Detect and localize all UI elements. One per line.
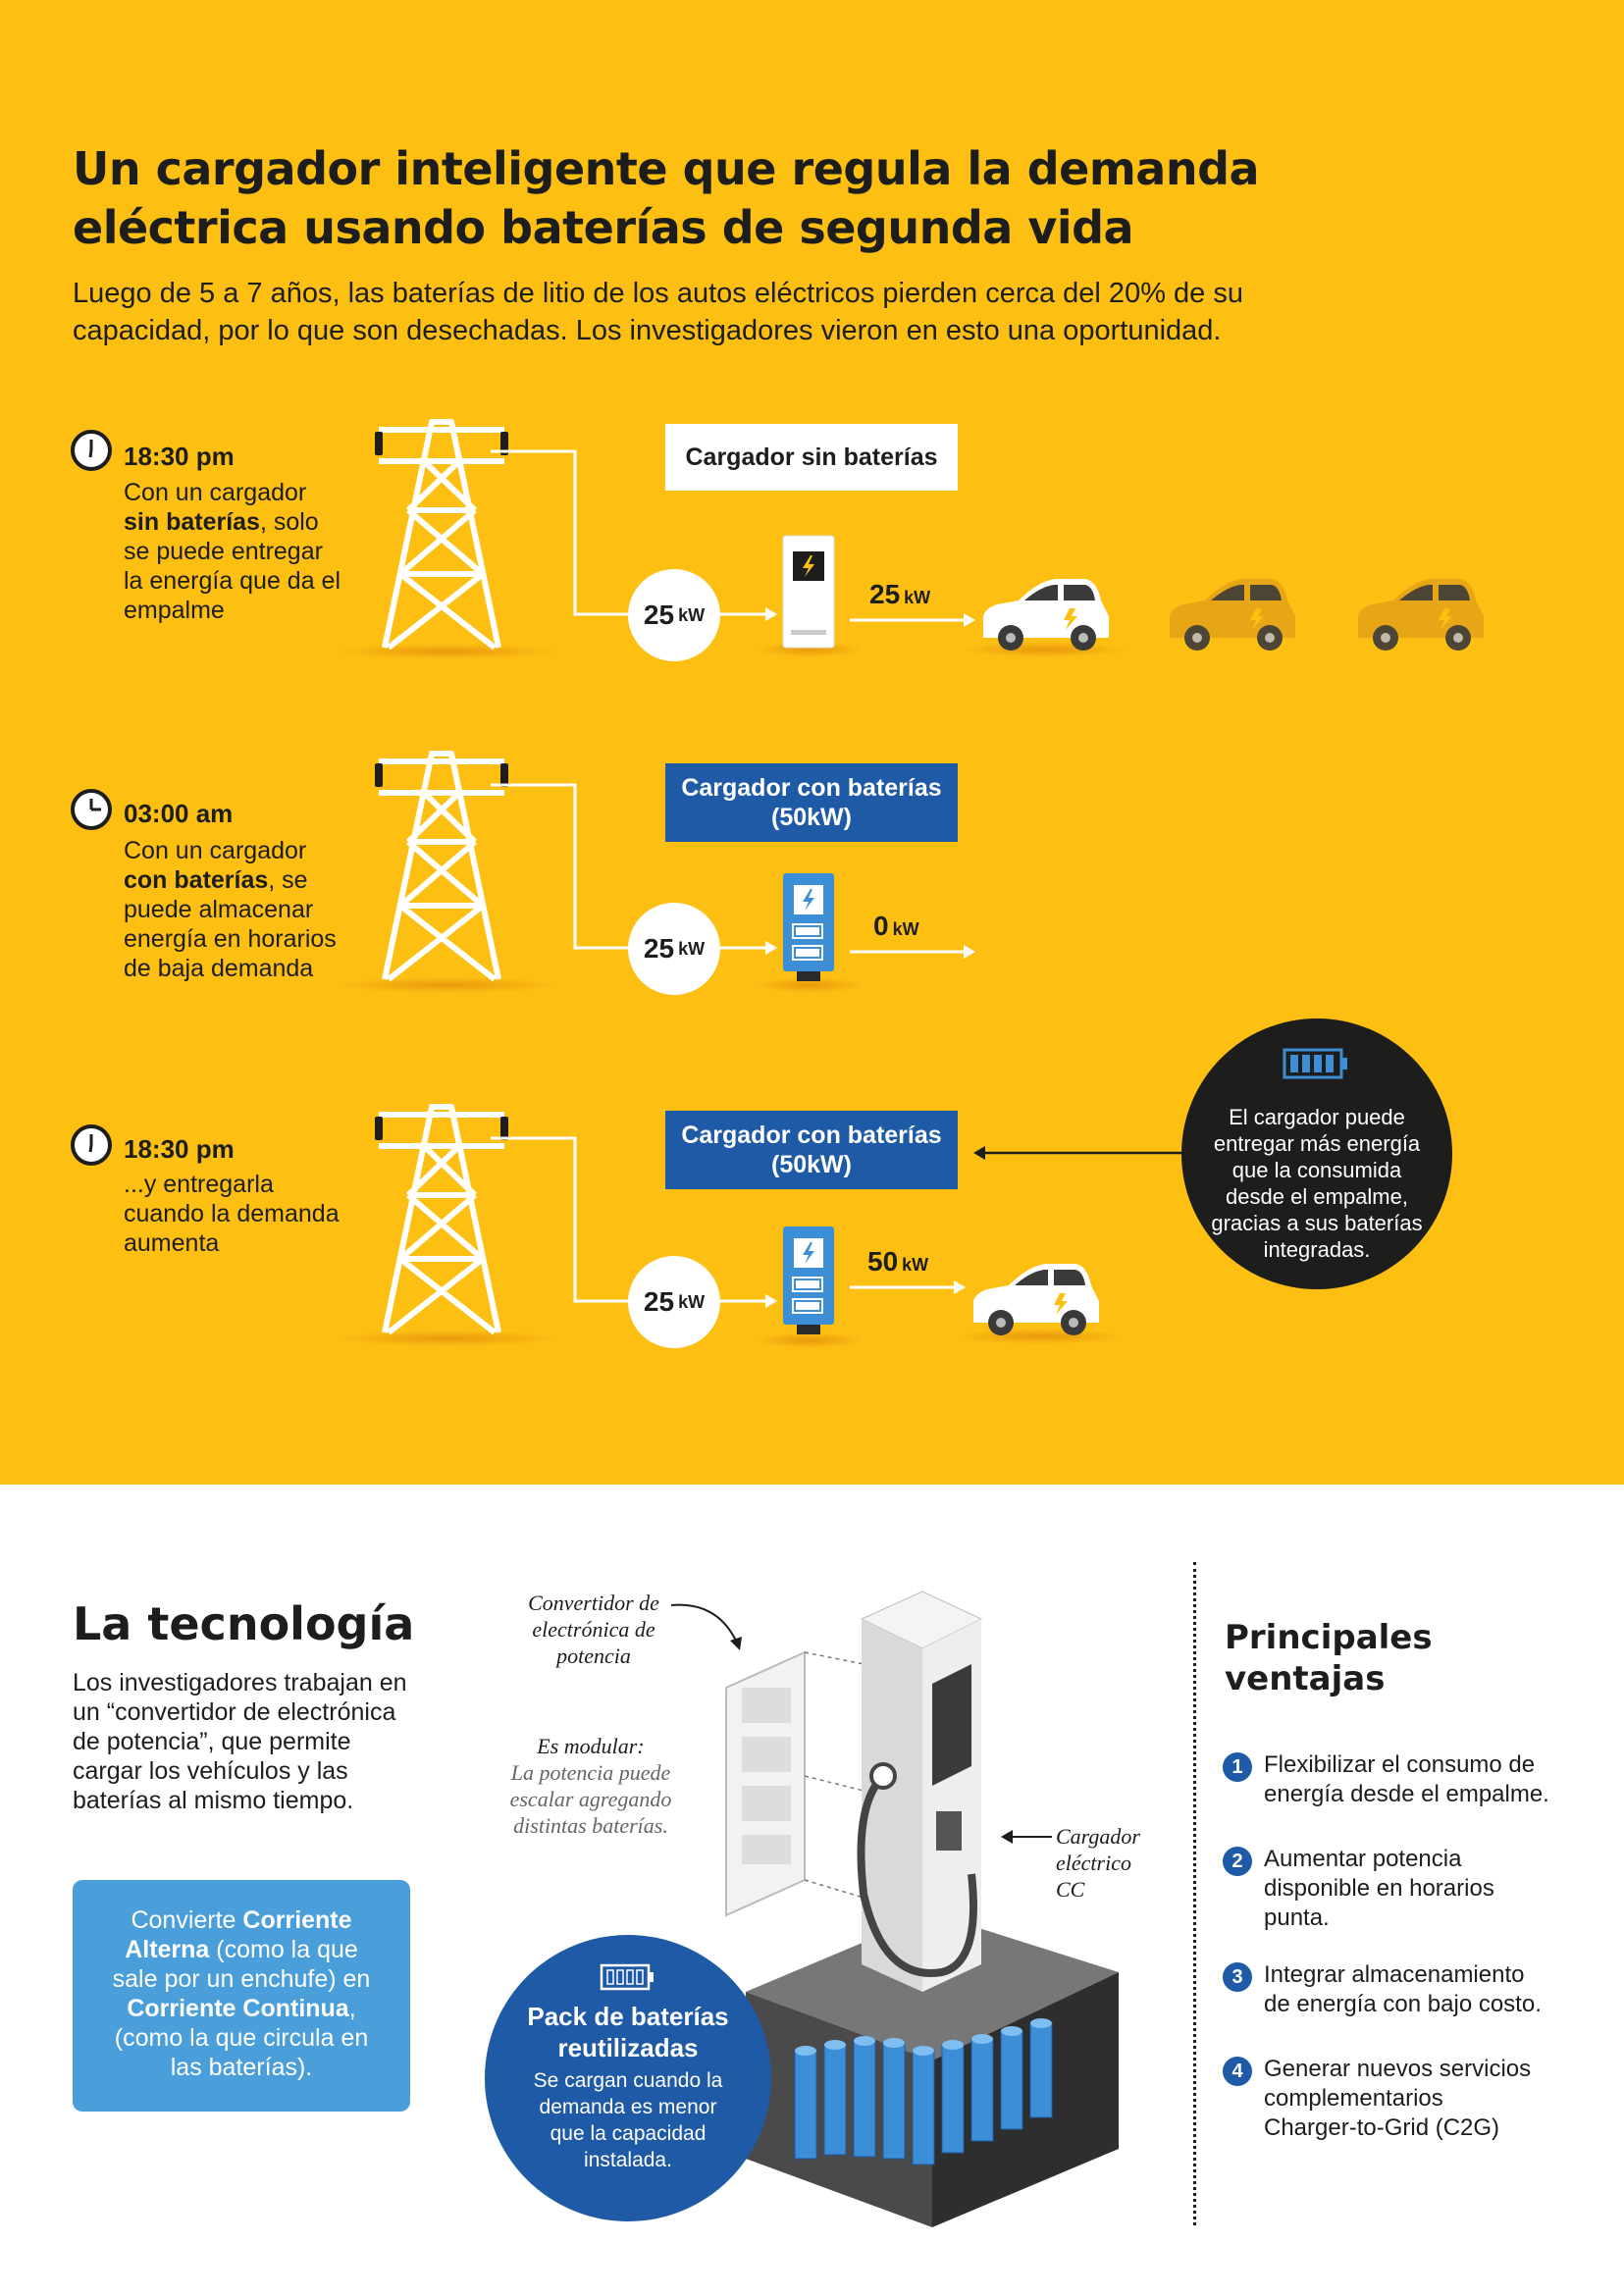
dc-charger-label: Cargador eléctrico CC <box>1056 1824 1140 1902</box>
output-arrow <box>850 1278 968 1297</box>
clock-icon <box>71 789 112 830</box>
page-title: Un cargador inteligente que regula la demanda eléctrica usando baterías de segunda vida <box>73 142 1260 254</box>
output-arrow <box>850 942 977 962</box>
arrow-icon <box>971 1142 1181 1164</box>
charger-label: Cargador con baterías (50kW) <box>665 1111 958 1189</box>
transmission-tower-icon <box>375 402 508 652</box>
advantage-number: 1 <box>1223 1752 1252 1782</box>
row2-clock <box>71 789 112 830</box>
output-kw-label: 50 kW <box>867 1246 929 1277</box>
conversion-box: Convierte Corriente Alterna (como la que sale por un enchufe) en Corriente Continua, (como la que circula en las baterías). <box>73 1880 410 2112</box>
arrow-icon <box>667 1597 746 1656</box>
row3-description: ...y entregarla cuando la demanda aumenta <box>124 1171 340 1257</box>
battery-callout: El cargador puede entregar más energía que la consumida desde el empalme, gracias a sus baterías integradas. <box>1181 1018 1452 1289</box>
transmission-tower-icon <box>375 1087 508 1336</box>
row2-time: 03:00 am <box>124 799 234 828</box>
battery-icon <box>600 1962 656 1992</box>
input-kw-badge: 25 kW <box>628 903 720 995</box>
row1-description: Con un cargador sin baterías, solo se puede entregar la energía que da el empalme <box>124 479 341 624</box>
advantage-item: Flexibilizar el consumo de energía desde el empalme. <box>1264 1751 1549 1807</box>
transmission-tower-icon <box>375 734 508 983</box>
arrow-icon <box>999 1827 1054 1847</box>
row1-clock <box>71 430 112 471</box>
advantages-title: Principales ventajas <box>1225 1618 1433 1698</box>
advantage-number: 4 <box>1223 2057 1252 2086</box>
row3-clock <box>71 1124 112 1166</box>
car-icon <box>1350 573 1492 653</box>
clock-icon <box>71 430 112 471</box>
tech-description: Los investigadores trabajan en un “convertidor de electrónica de potencia”, que permite cargar los vehículos y las baterías al mismo tiempo. <box>73 1669 407 1814</box>
row1-time: 18:30 pm <box>124 442 235 471</box>
output-arrow <box>850 610 977 630</box>
advantage-item: Aumentar potencia disponible en horarios punta. <box>1264 1846 1494 1931</box>
car-icon <box>1162 573 1303 653</box>
charger-icon <box>781 534 836 650</box>
charger-icon <box>781 871 836 983</box>
advantage-number: 2 <box>1223 1847 1252 1876</box>
charger-icon <box>781 1225 836 1336</box>
charger-label: Cargador con baterías (50kW) <box>665 763 958 842</box>
input-kw-badge: 25 kW <box>628 569 720 661</box>
page-lead: Luego de 5 a 7 años, las baterías de litio de los autos eléctricos pierden cerca del 20% de su capacidad, por lo que son desechadas. Los investigadores vieron en esto una oportunidad. <box>73 278 1243 346</box>
output-kw-label: 0 kW <box>873 911 919 941</box>
tech-title: La tecnología <box>73 1597 415 1650</box>
car-icon <box>975 573 1117 653</box>
battery-icon <box>1283 1046 1351 1081</box>
advantage-number: 3 <box>1223 1962 1252 1992</box>
charger-label: Cargador sin baterías <box>665 424 958 491</box>
car-icon <box>966 1258 1107 1338</box>
modular-note: Es modular: La potencia puede escalar agregando distintas baterías. <box>509 1734 672 1838</box>
clock-icon <box>71 1124 112 1166</box>
advantage-item: Generar nuevos servicios complementarios Charger-to-Grid (C2G) <box>1264 2056 1532 2141</box>
divider <box>1193 1562 1196 2225</box>
row2-description: Con un cargador con baterías, se puede almacenar energía en horarios de baja demanda <box>124 837 337 982</box>
battery-pack-callout: Pack de baterías reutilizadas Se cargan cuando la demanda es menor que la capacidad instalada. <box>485 1935 771 2221</box>
row3-time: 18:30 pm <box>124 1134 235 1164</box>
output-kw-label: 25 kW <box>869 579 931 609</box>
input-kw-badge: 25 kW <box>628 1256 720 1348</box>
converter-label: Convertidor de electrónica de potencia <box>528 1591 659 1668</box>
advantage-item: Integrar almacenamiento de energía con bajo costo. <box>1264 1961 1542 2017</box>
